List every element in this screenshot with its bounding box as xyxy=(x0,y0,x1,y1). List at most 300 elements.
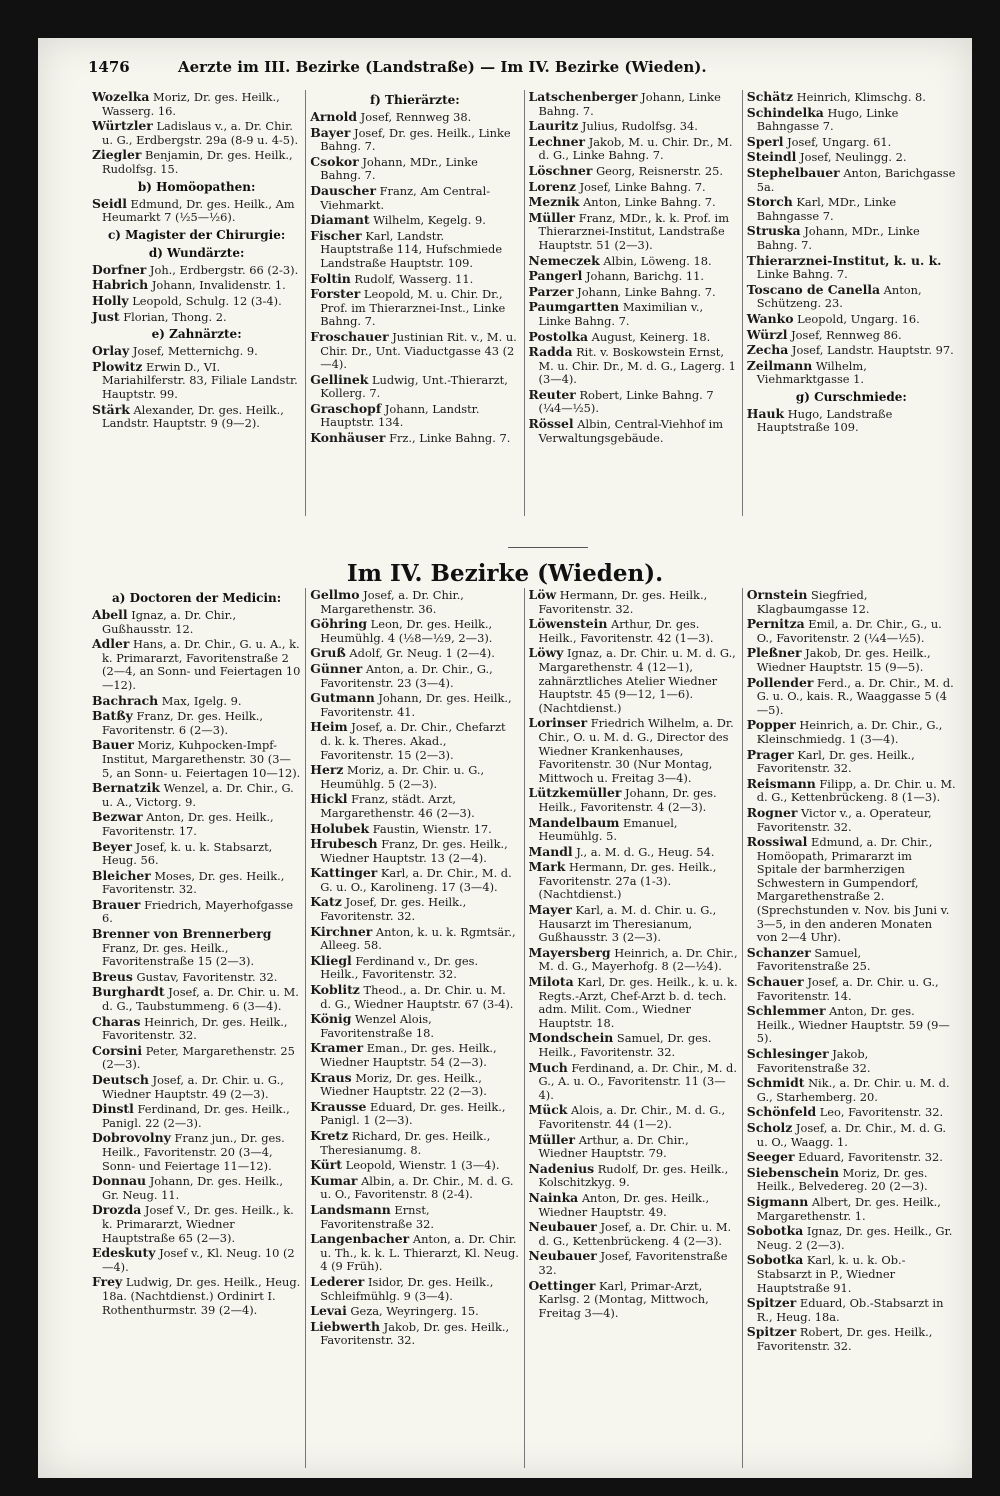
entry-details: Alexander, Dr. ges. Heilk., Landstr. Hauptstr. 9 (9—2). xyxy=(102,402,284,431)
entry-details: Ladislaus v., a. Dr. Chir. u. G., Erdbergstr. 29a (8-9 u. 4-5). xyxy=(102,119,299,147)
entry-details: Johann, Dr. ges. Heilk., Favoritenstr. 4 (2—3). xyxy=(538,786,717,814)
entry-details: Moses, Dr. ges. Heilk., Favoritenstr. 32. xyxy=(102,868,285,897)
directory-entry xyxy=(310,822,519,837)
entry-details: Anton, Dr. ges. Heilk., Wiedner Hauptstr. 49. xyxy=(538,1190,710,1219)
entry-name: Liebwerth xyxy=(310,1318,381,1334)
entry-name: Mark xyxy=(528,859,566,875)
entry-details: Leopold, M. u. Chir. Dr., Prof. im Thierarznei-Inst., Linke Bahng. 7. xyxy=(320,287,506,329)
entry-details: Florian, Thong. 2. xyxy=(123,309,227,324)
directory-entry xyxy=(310,1174,519,1202)
entry-details: Frz., Linke Bahng. 7. xyxy=(389,431,511,446)
entry-details: Siegfried, Klagbaumgasse 12. xyxy=(756,588,870,616)
directory-entry xyxy=(310,402,519,430)
entry-name: Würzl xyxy=(746,326,788,342)
entry-details: Franz jun., Dr. ges. Heilk., Favoritenstr. 20 (3—4, Sonn- und Feiertage 11—12). xyxy=(102,1131,285,1173)
entry-name: Landsmann xyxy=(310,1201,391,1217)
directory-entry xyxy=(92,278,301,293)
entry-details: Albin, Löweng. 18. xyxy=(603,253,712,268)
entry-details: Joh., Erdbergstr. 66 (2-3). xyxy=(149,262,299,277)
entry-details: Theod., a. Dr. Chir. u. M. d. G., Wiedner Hauptstr. 67 (3-4). xyxy=(320,983,514,1011)
entry-details: Josef, Dr. ges. Heilk., Linke Bahng. 7. xyxy=(320,125,511,154)
directory-entry xyxy=(310,272,519,287)
subsection-heading: f) Thierärzte: xyxy=(370,93,460,107)
entry-name: Kirchner xyxy=(310,923,373,939)
entry-name: Spitzer xyxy=(746,1295,797,1311)
page-header xyxy=(88,58,952,88)
entry-details: Johann, Dr. ges. Heilk., Gr. Neug. 11. xyxy=(102,1174,283,1202)
entry-details: Arthur, a. Dr. Chir., Wiedner Hauptstr. 79. xyxy=(538,1132,689,1161)
directory-entry xyxy=(92,1174,301,1202)
entry-details: Karl, Dr. ges. Heilk., k. u. k. Regts.-Arzt, Chef-Arzt b. d. tech. adm. Milit. Com., Wiedner Hauptstr. 18. xyxy=(538,975,738,1030)
entry-name: Schlesinger xyxy=(746,1046,829,1061)
entry-details: Emil, a. Dr. Chir., G., u. O., Favoritenstr. 2 (¼4—½5). xyxy=(756,617,942,645)
directory-entry xyxy=(92,898,301,926)
directory-entry xyxy=(529,330,738,345)
directory-entry xyxy=(747,166,956,194)
entry-name: Heim xyxy=(310,719,348,735)
entry-name: Thierarznei-Institut, k. u. k. xyxy=(746,252,942,268)
entry-details: Josef V., Dr. ges. Heilk., k. k. Primararzt, Wiedner Hauptstraße 65 (2—3). xyxy=(102,1203,294,1245)
entry-name: Schönfeld xyxy=(746,1104,817,1120)
entry-name: Brenner von Brennerberg xyxy=(92,926,272,942)
column-3 xyxy=(525,588,743,1468)
entry-name: Holly xyxy=(92,292,129,308)
entry-name: Holubek xyxy=(310,820,370,836)
entry-name: Popper xyxy=(746,717,796,733)
subsection-heading: a) Doctoren der Medicin: xyxy=(112,591,282,605)
directory-entry xyxy=(529,254,738,269)
entry-details: Benjamin, Dr. ges. Heilk., Rudolfsg. 15. xyxy=(102,148,293,176)
entry-name: Nainka xyxy=(528,1189,579,1205)
entry-name: Foltin xyxy=(310,270,351,286)
entry-name: Bayer xyxy=(310,124,351,140)
entry-name: Kramer xyxy=(310,1040,364,1056)
entry-name: Kretz xyxy=(310,1127,349,1143)
entry-name: Edeskuty xyxy=(92,1245,156,1261)
section-divider xyxy=(508,547,588,548)
entry-details: Jakob, Dr. ges. Heilk., Wiedner Hauptstr. 15 (9—5). xyxy=(756,646,931,674)
entry-details: Ignaz, Dr. ges. Heilk., Gr. Neug. 2 (2—3). xyxy=(756,1224,953,1252)
directory-entry xyxy=(529,1249,738,1277)
entry-details: Anton, Barichgasse 5a. xyxy=(756,165,956,194)
entry-name: Mandelbaum xyxy=(528,814,620,830)
entry-details: Franz, Am Central-Viehmarkt. xyxy=(320,183,491,212)
entry-name: Stephelbauer xyxy=(746,164,840,180)
entry-details: Franz, städt. Arzt, Margarethenstr. 46 (2—3). xyxy=(320,792,475,820)
directory-entry xyxy=(747,283,956,311)
entry-name: Konhäuser xyxy=(310,430,386,446)
entry-details: Heinrich, Klimschg. 8. xyxy=(796,90,926,104)
entry-name: Seidl xyxy=(92,195,127,211)
entry-name: Beyer xyxy=(92,838,132,854)
entry-name: Lauritz xyxy=(528,118,579,134)
entry-name: Oettinger xyxy=(528,1277,596,1293)
entry-name: Bezwar xyxy=(92,809,143,825)
entry-name: Batßy xyxy=(92,708,133,724)
directory-entry xyxy=(747,343,956,358)
directory-entry xyxy=(529,816,738,844)
entry-details: Nik., a. Dr. Chir. u. M. d. G., Starhemberg. 20. xyxy=(756,1076,950,1104)
directory-entry xyxy=(747,1296,956,1324)
directory-entry xyxy=(529,946,738,974)
directory-entry xyxy=(529,617,738,645)
directory-entry xyxy=(747,224,956,252)
directory-entry xyxy=(92,403,301,431)
entry-name: Rogner xyxy=(746,804,798,820)
directory-entry xyxy=(529,269,738,284)
directory-entry xyxy=(92,738,301,780)
directory-entry xyxy=(747,588,956,616)
entry-details: Max, Igelg. 9. xyxy=(161,693,242,708)
entry-details: Josef, Favoritenstraße 32. xyxy=(538,1249,728,1277)
entry-details: Moriz, Dr. ges. Heilk., Belvedereg. 20 (2—3). xyxy=(756,1165,928,1194)
entry-name: Ornstein xyxy=(746,588,808,602)
entry-name: Kürt xyxy=(310,1157,343,1173)
entry-details: Josef, a. Dr. Chir., M. d. G. u. O., Waagg. 1. xyxy=(756,1120,947,1149)
entry-name: Kumar xyxy=(310,1172,358,1188)
entry-name: Krausse xyxy=(310,1098,367,1114)
column-2 xyxy=(306,588,524,1468)
entry-details: Gustav, Favoritenstr. 32. xyxy=(136,969,278,984)
entry-details: Samuel, Favoritenstraße 25. xyxy=(756,945,871,974)
entry-details: Jakob, Dr. ges. Heilk., Favoritenstr. 32. xyxy=(320,1319,510,1348)
subsection-heading: d) Wundärzte: xyxy=(148,245,245,260)
directory-entry xyxy=(747,646,956,674)
entry-name: Storch xyxy=(746,194,793,210)
entry-name: Lorenz xyxy=(528,178,576,194)
directory-entry xyxy=(92,310,301,325)
entry-details: Johann, MDr., Linke Bahng. 7. xyxy=(756,224,920,252)
entry-details: Arthur, Dr. ges. Heilk., Favoritenstr. 42 (1—3). xyxy=(538,617,714,645)
entry-details: Josef, k. u. k. Stabsarzt, Heug. 56. xyxy=(102,839,273,868)
entry-name: Neubauer xyxy=(528,1248,597,1264)
directory-entry xyxy=(747,676,956,718)
column-1 xyxy=(88,90,306,516)
directory-entry xyxy=(529,195,738,210)
entry-name: Langenbacher xyxy=(310,1231,410,1247)
directory-entry xyxy=(310,720,519,762)
entry-details: Albert, Dr. ges. Heilk., Margarethenstr. 1. xyxy=(756,1194,941,1223)
entry-name: Schätz xyxy=(746,90,794,104)
entry-name: Sperl xyxy=(746,133,784,149)
entry-details: Leon, Dr. ges. Heilk., Heumühlg. 4 (½8—½9, 2—3). xyxy=(320,617,493,645)
directory-entry xyxy=(310,1100,519,1128)
entry-name: Brauer xyxy=(92,896,141,912)
entry-name: Bachrach xyxy=(92,692,159,708)
directory-entry xyxy=(92,263,301,278)
entry-details: Moriz, Dr. ges. Heilk., Wiedner Hauptstr. 22 (2—3). xyxy=(320,1070,487,1099)
entry-name: Hickl xyxy=(310,791,348,807)
entry-details: Jakob, Favoritenstraße 32. xyxy=(756,1047,871,1075)
entry-details: Heinrich, a. Dr. Chir., G., Kleinschmiedg. 1 (3—4). xyxy=(756,718,943,746)
entry-details: Albin, Central-Viehhof im Verwaltungsgebäude. xyxy=(538,417,724,445)
entry-details: Karl, Landstr. Hauptstraße 114, Hufschmiede Landstraße Hauptstr. 109. xyxy=(320,228,503,270)
entry-details: Josef, Ungarg. 61. xyxy=(787,134,892,149)
directory-entry xyxy=(529,1103,738,1131)
directory-entry xyxy=(747,1150,956,1165)
directory-entry xyxy=(529,417,738,445)
directory-entry xyxy=(529,90,738,118)
entry-name: Adler xyxy=(92,636,130,652)
entry-name: Pleßner xyxy=(746,645,802,661)
entry-name: Reuter xyxy=(528,386,576,402)
directory-entry xyxy=(310,588,519,616)
directory-entry xyxy=(310,1203,519,1231)
directory-entry xyxy=(529,903,738,945)
entry-name: Drozda xyxy=(92,1202,142,1218)
entry-details: Hermann, Dr. ges. Heilk., Favoritenstr. 32. xyxy=(538,588,708,616)
directory-entry xyxy=(310,1071,519,1099)
directory-entry xyxy=(92,1131,301,1173)
entry-details: Josef v., Kl. Neug. 10 (2—4). xyxy=(102,1246,295,1274)
entry-details: Eman., Dr. ges. Heilk., Wiedner Hauptstr. 54 (2—3). xyxy=(320,1041,497,1069)
entry-details: Rit. v. Boskowstein Ernst, M. u. Chir. Dr., M. d. G., Lagerg. 1 (3—4). xyxy=(538,345,736,387)
entry-name: Graschopf xyxy=(310,400,382,416)
directory-entry xyxy=(92,294,301,309)
entry-name: Froschauer xyxy=(310,328,389,344)
entry-details: Eduard, Favoritenstr. 32. xyxy=(798,1150,943,1165)
directory-entry xyxy=(747,312,956,327)
directory-entry xyxy=(747,1166,956,1194)
directory-entry xyxy=(747,975,956,1003)
directory-entry xyxy=(92,90,301,118)
entry-details: Edmund, a. Dr. Chir., Homöopath, Primararzt im Spitale der barmherzigen Schwestern in Gumpendorf, Margarethenstraße 2. (Sprechstunden v. Nov. bis Juni v. 3—5, in den anderen Monaten von 2—4 Uhr). xyxy=(756,835,950,945)
entry-details: Leo, Favoritenstr. 32. xyxy=(819,1105,944,1120)
entry-name: Göhring xyxy=(310,616,368,632)
directory-entry xyxy=(529,1031,738,1059)
entry-name: Löschner xyxy=(528,162,593,178)
entry-details: Johann, Invalidenstr. 1. xyxy=(151,278,286,293)
entry-name: Mayersberg xyxy=(528,944,611,960)
entry-details: Franz, Dr. ges. Heilk., Favoritenstr. 6 (2—3). xyxy=(102,709,263,737)
directory-entry xyxy=(529,716,738,785)
entry-details: Robert, Linke Bahng. 7 (¼4—½5). xyxy=(538,387,714,416)
directory-entry xyxy=(92,781,301,809)
directory-entry xyxy=(310,213,519,228)
directory-entry xyxy=(310,1129,519,1157)
entry-name: Katz xyxy=(310,894,342,910)
directory-entry xyxy=(310,1232,519,1274)
directory-entry xyxy=(747,1325,956,1353)
entry-details: Richard, Dr. ges. Heilk., Theresianumg. 8. xyxy=(320,1128,491,1157)
entry-name: Günner xyxy=(310,660,363,676)
entry-name: Arnold xyxy=(310,109,358,124)
entry-details: Josef, Landstr. Hauptstr. 97. xyxy=(791,343,954,358)
directory-entry xyxy=(310,287,519,329)
column-4 xyxy=(743,588,960,1468)
entry-details: Franz, Dr. ges. Heilk., Favoritenstraße 15 (2—3). xyxy=(102,940,255,969)
directory-entry xyxy=(310,431,519,446)
entry-details: Franz, MDr., k. k. Prof. im Thierarznei-Institut, Landstraße Hauptstr. 51 (2—3). xyxy=(538,210,730,252)
directory-entry xyxy=(529,975,738,1030)
entry-name: Scholz xyxy=(746,1119,793,1135)
district-4-heading: Im IV. Bezirke (Wieden). xyxy=(346,560,664,587)
directory-entry xyxy=(92,1102,301,1130)
entry-details: Josef, Metternichg. 9. xyxy=(132,344,258,359)
entry-name: Sobotka xyxy=(746,1252,804,1268)
directory-entry xyxy=(310,126,519,154)
entry-name: Hauk xyxy=(746,405,785,421)
entry-name: Meznik xyxy=(528,194,580,210)
entry-details: Eduard, Ob.-Stabsarzt in R., Heug. 18a. xyxy=(756,1296,944,1324)
directory-entry xyxy=(92,119,301,147)
entry-details: Johann, Barichg. 11. xyxy=(585,269,705,284)
entry-name: König xyxy=(310,1011,352,1027)
entry-details: Rudolf, Dr. ges. Heilk., Kolschitzkyg. 9. xyxy=(538,1161,729,1190)
directory-entry xyxy=(529,588,738,616)
entry-details: Leopold, Wienstr. 1 (3—4). xyxy=(345,1158,500,1173)
entry-details: Eduard, Dr. ges. Heilk., Panigl. 1 (2—3). xyxy=(320,1099,506,1128)
entry-details: Anton, Linke Bahng. 7. xyxy=(583,195,716,210)
entry-details: Johann, Linke Bahng. 7. xyxy=(538,90,721,118)
entry-name: Steindl xyxy=(746,149,797,165)
entry-details: Anton, Dr. ges. Heilk., Favoritenstr. 17. xyxy=(102,810,274,838)
entry-details: Josef, Rennweg 86. xyxy=(791,327,902,342)
directory-entry xyxy=(92,148,301,176)
directory-entry xyxy=(92,970,301,985)
subsection-heading: g) Curschmiede: xyxy=(795,389,907,404)
directory-entry xyxy=(310,646,519,661)
entry-name: Würtzler xyxy=(92,118,153,134)
entry-details: Hans, a. Dr. Chir., G. u. A., k. k. Primararzt, Favoritenstraße 2 (2—4, an Sonn- und Feiertagen 10—12). xyxy=(102,637,301,692)
directory-entry xyxy=(92,1073,301,1101)
entry-details: Karl, k. u. k. Ob.-Stabsarzt in P., Wiedner Hauptstraße 91. xyxy=(756,1253,906,1295)
entry-name: Stärk xyxy=(92,401,130,417)
entry-details: Karl, MDr., Linke Bahngasse 7. xyxy=(756,195,897,223)
entry-details: Adolf, Gr. Neug. 1 (2—4). xyxy=(349,646,495,661)
entry-details: Josef, a. Dr. Chir. u. G., Wiedner Hauptstr. 49 (2—3). xyxy=(102,1073,284,1101)
directory-entry xyxy=(310,229,519,271)
directory-entry xyxy=(310,1275,519,1303)
entry-details: Josef, a. Dr. Chir. u. M. d. G., Kettenbrückeng. 4 (2—3). xyxy=(538,1220,732,1248)
entry-details: Friedrich, Mayerhofgasse 6. xyxy=(102,897,294,926)
entry-name: Struska xyxy=(746,223,801,239)
directory-entry xyxy=(747,1253,956,1295)
entry-name: Mayer xyxy=(528,902,572,918)
entry-name: Mück xyxy=(528,1102,568,1118)
directory-entry xyxy=(747,835,956,945)
entry-details: Hermann, Dr. ges. Heilk., Favoritenstr. 27a (1-3). (Nachtdienst.) xyxy=(538,860,717,902)
entry-name: Mondschein xyxy=(528,1030,614,1046)
entry-name: Csokor xyxy=(310,153,359,169)
entry-name: Dauscher xyxy=(310,182,376,198)
entry-details: Moriz, a. Dr. Chir. u. G., Heumühlg. 5 (2—3). xyxy=(320,763,485,791)
entry-details: Josef, a. Dr. Chir., Margarethenstr. 36. xyxy=(320,588,464,616)
entry-details: Johann, Landstr. Hauptstr. 134. xyxy=(320,401,480,430)
entry-details: Anton, a. Dr. Chir., G., Favoritenstr. 23 (3—4). xyxy=(320,661,493,690)
entry-name: Much xyxy=(528,1059,568,1075)
directory-entry xyxy=(92,810,301,838)
entry-details: Samuel, Dr. ges. Heilk., Favoritenstr. 32. xyxy=(538,1031,712,1059)
entry-name: Hrubesch xyxy=(310,836,378,852)
directory-entry xyxy=(310,617,519,645)
district-3-columns xyxy=(88,90,960,516)
entry-name: Postolka xyxy=(528,328,589,344)
entry-name: Burghardt xyxy=(92,984,165,1000)
directory-entry xyxy=(310,662,519,690)
entry-name: Sobotka xyxy=(746,1223,804,1239)
entry-details: Julius, Rudolfsg. 34. xyxy=(581,119,698,134)
entry-name: Dobrovolny xyxy=(92,1130,171,1146)
directory-entry xyxy=(92,1246,301,1274)
entry-name: Lützkemüller xyxy=(528,785,622,801)
entry-details: Karl, Primar-Arzt, Karlsg. 2 (Montag, Mittwoch, Freitag 3—4). xyxy=(538,1278,709,1320)
entry-name: Donnau xyxy=(92,1173,147,1189)
directory-entry xyxy=(529,1061,738,1103)
directory-entry xyxy=(747,1224,956,1252)
directory-entry xyxy=(747,254,956,282)
entry-name: Plowitz xyxy=(92,358,143,374)
directory-entry xyxy=(747,135,956,150)
entry-name: Mandl xyxy=(528,843,573,859)
entry-details: Karl, Dr. ges. Heilk., Favoritenstr. 32. xyxy=(756,747,915,776)
entry-details: Josef, Linke Bahng. 7. xyxy=(579,179,706,194)
entry-name: Lorinser xyxy=(528,715,588,731)
entry-details: Albin, a. Dr. Chir., M. d. G. u. O., Favoritenstr. 8 (2-4). xyxy=(320,1173,514,1202)
entry-details: Justinian Rit. v., M. u. Chir. Dr., Unt. Viaductgasse 43 (2—4). xyxy=(320,329,517,372)
entry-name: Dorfner xyxy=(92,261,147,277)
entry-details: Hugo, Landstraße Hauptstraße 109. xyxy=(756,406,893,435)
entry-name: Dinstl xyxy=(92,1101,134,1117)
directory-entry xyxy=(747,150,956,165)
entry-name: Corsini xyxy=(92,1042,143,1058)
directory-entry xyxy=(747,718,956,746)
entry-name: Wozelka xyxy=(92,90,150,104)
entry-details: Hugo, Linke Bahngasse 7. xyxy=(756,105,899,134)
directory-entry xyxy=(529,135,738,163)
entry-details: Rudolf, Wasserg. 11. xyxy=(354,271,474,286)
entry-name: Rossiwal xyxy=(746,834,808,850)
entry-name: Müller xyxy=(528,1131,576,1147)
directory-entry xyxy=(92,608,301,636)
entry-details: Johann, Dr. ges. Heilk., Favoritenstr. 41. xyxy=(320,691,512,719)
directory-entry xyxy=(92,1275,301,1317)
directory-entry xyxy=(747,328,956,343)
entry-name: Schmidt xyxy=(746,1075,805,1091)
entry-name: Breus xyxy=(92,968,133,984)
running-title: Aerzte im III. Bezirke (Landstraße) — Im IV. Bezirke (Wieden). xyxy=(178,58,707,76)
directory-entry xyxy=(310,837,519,865)
entry-name: Gutmann xyxy=(310,690,375,706)
directory-entry xyxy=(747,748,956,776)
entry-name: Spitzer xyxy=(746,1324,797,1340)
entry-name: Zeilmann xyxy=(746,357,813,373)
directory-entry xyxy=(529,786,738,814)
directory-entry xyxy=(747,806,956,834)
directory-entry xyxy=(747,106,956,134)
entry-name: Seeger xyxy=(746,1149,795,1165)
directory-entry xyxy=(529,388,738,416)
entry-name: Orlay xyxy=(92,343,130,359)
entry-name: Milota xyxy=(528,974,574,990)
directory-entry xyxy=(747,407,956,435)
directory-entry xyxy=(92,927,301,969)
directory-entry xyxy=(529,845,738,860)
entry-details: Ludwig, Unt.-Thierarzt, Kollerg. 7. xyxy=(320,372,508,401)
entry-details: Jakob, M. u. Chir. Dr., M. d. G., Linke Bahng. 7. xyxy=(538,134,733,163)
entry-details: Peter, Margarethenstr. 25 (2—3). xyxy=(102,1043,295,1072)
entry-details: Anton, a. Dr. Chir. u. Th., k. k. L. Thierarzt, Kl. Neug. 4 (9 Früh). xyxy=(320,1232,519,1274)
entry-name: Levai xyxy=(310,1303,347,1319)
directory-entry xyxy=(529,1191,738,1219)
directory-entry xyxy=(747,359,956,387)
directory-entry xyxy=(310,925,519,953)
entry-details: Edmund, Dr. ges. Heilk., Am Heumarkt 7 (½5—½6). xyxy=(102,196,295,225)
directory-entry xyxy=(310,1320,519,1348)
entry-name: Bleicher xyxy=(92,867,151,883)
entry-name: Schindelka xyxy=(746,104,824,120)
entry-details: August, Keinerg. 18. xyxy=(591,329,711,344)
